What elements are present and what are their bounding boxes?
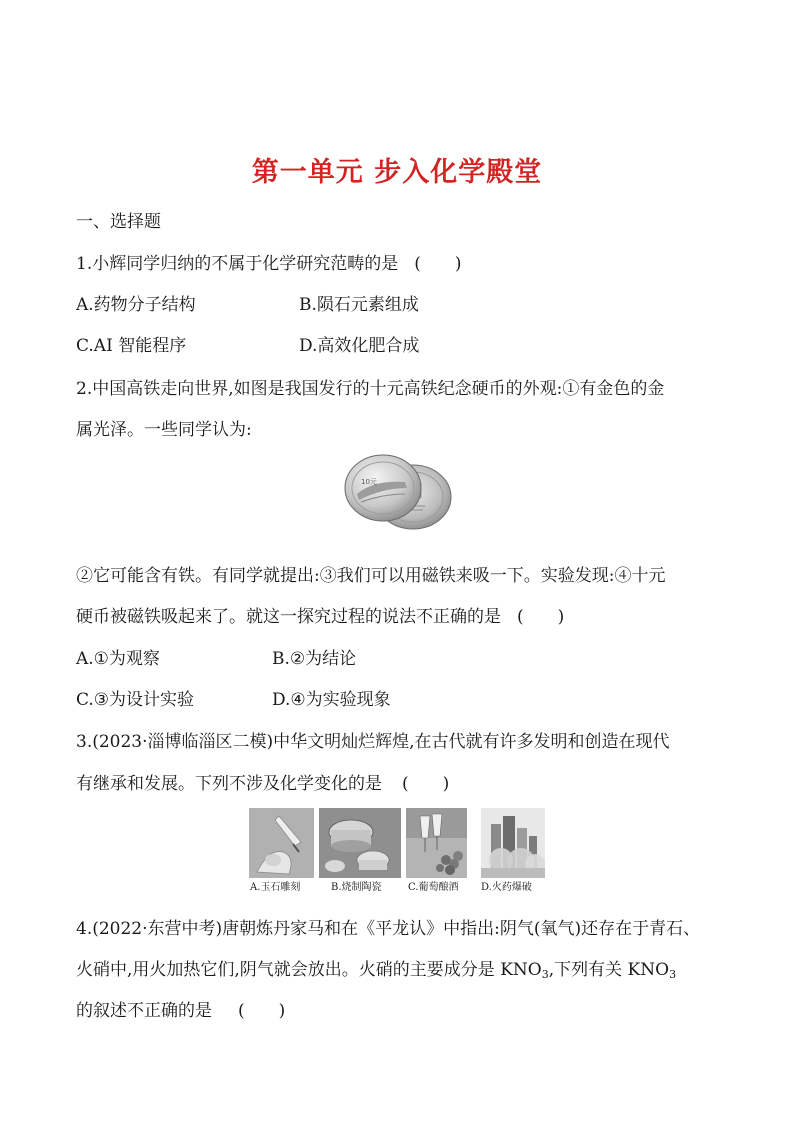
- blasting-image: [481, 808, 545, 878]
- question-4-line-3: [76, 999, 285, 1023]
- option-c: C.AI 智能程序: [76, 336, 187, 356]
- question-2-line-4: [76, 605, 564, 629]
- option-b: B.②为结论: [272, 649, 357, 669]
- option-b: B.陨石元素组成: [299, 295, 419, 315]
- option-d: D.④为实验现象: [272, 690, 391, 710]
- coin-image: [343, 450, 453, 530]
- coin-label: 10元: [361, 478, 377, 486]
- jade-carving-image: [249, 808, 314, 878]
- caption-c: C.葡萄酿酒: [408, 882, 459, 893]
- question-3-line-1: 3.(2023·淄博临淄区二模)中华文明灿烂辉煌,在古代就有许多发明和创造在现代: [76, 732, 670, 752]
- question-4-text: 的叙述不正确的是: [76, 1001, 212, 1021]
- option-a: A.药物分子结构: [76, 295, 196, 315]
- question-3-text: 有继承和发展。下列不涉及化学变化的是: [76, 774, 382, 794]
- caption-d: D.火药爆破: [481, 882, 532, 893]
- question-1-stem: [76, 252, 462, 276]
- question-2-text: 硬币被磁铁吸起来了。就这一探究过程的说法不正确的是: [76, 607, 501, 627]
- answer-bracket: ( ): [402, 774, 450, 794]
- page-title: 第一单元 步入化学殿堂: [251, 157, 543, 188]
- question-4-text-b: ,下列有关 KNO: [548, 960, 670, 980]
- caption-a: A.玉石雕刻: [250, 882, 301, 893]
- subscript: 3: [669, 968, 677, 981]
- question-2-line-3: ②它可能含有铁。有同学就提出:③我们可以用磁铁来吸一下。实验发现:④十元: [76, 566, 666, 586]
- option-c: C.③为设计实验: [76, 690, 195, 710]
- subscript: 3: [541, 968, 549, 981]
- wine-image: [406, 808, 467, 878]
- question-4-line-2: [76, 958, 676, 982]
- option-d: D.高效化肥合成: [299, 336, 420, 356]
- answer-bracket: ( ): [517, 607, 565, 627]
- answer-bracket: ( ): [238, 1001, 286, 1021]
- option-a: A.①为观察: [76, 649, 160, 669]
- section-heading: 一、选择题: [76, 212, 161, 232]
- question-4-line-1: 4.(2022·东营中考)唐朝炼丹家马和在《平龙认》中指出:阴气(氧气)还存在于青石、: [76, 919, 701, 939]
- question-4-text-a: 火硝中,用火加热它们,阴气就会放出。火硝的主要成分是 KNO: [76, 960, 542, 980]
- caption-b: B.烧制陶瓷: [331, 882, 382, 893]
- answer-bracket: ( ): [414, 254, 462, 274]
- question-3-line-2: [76, 772, 449, 796]
- question-1-text: 1.小辉同学归纳的不属于化学研究范畴的是: [76, 254, 399, 274]
- pottery-image: [319, 808, 401, 878]
- question-2-line-2: 属光泽。一些同学认为:: [76, 420, 252, 440]
- question-2-line-1: 2.中国高铁走向世界,如图是我国发行的十元高铁纪念硬币的外观:①有金色的金: [76, 379, 665, 399]
